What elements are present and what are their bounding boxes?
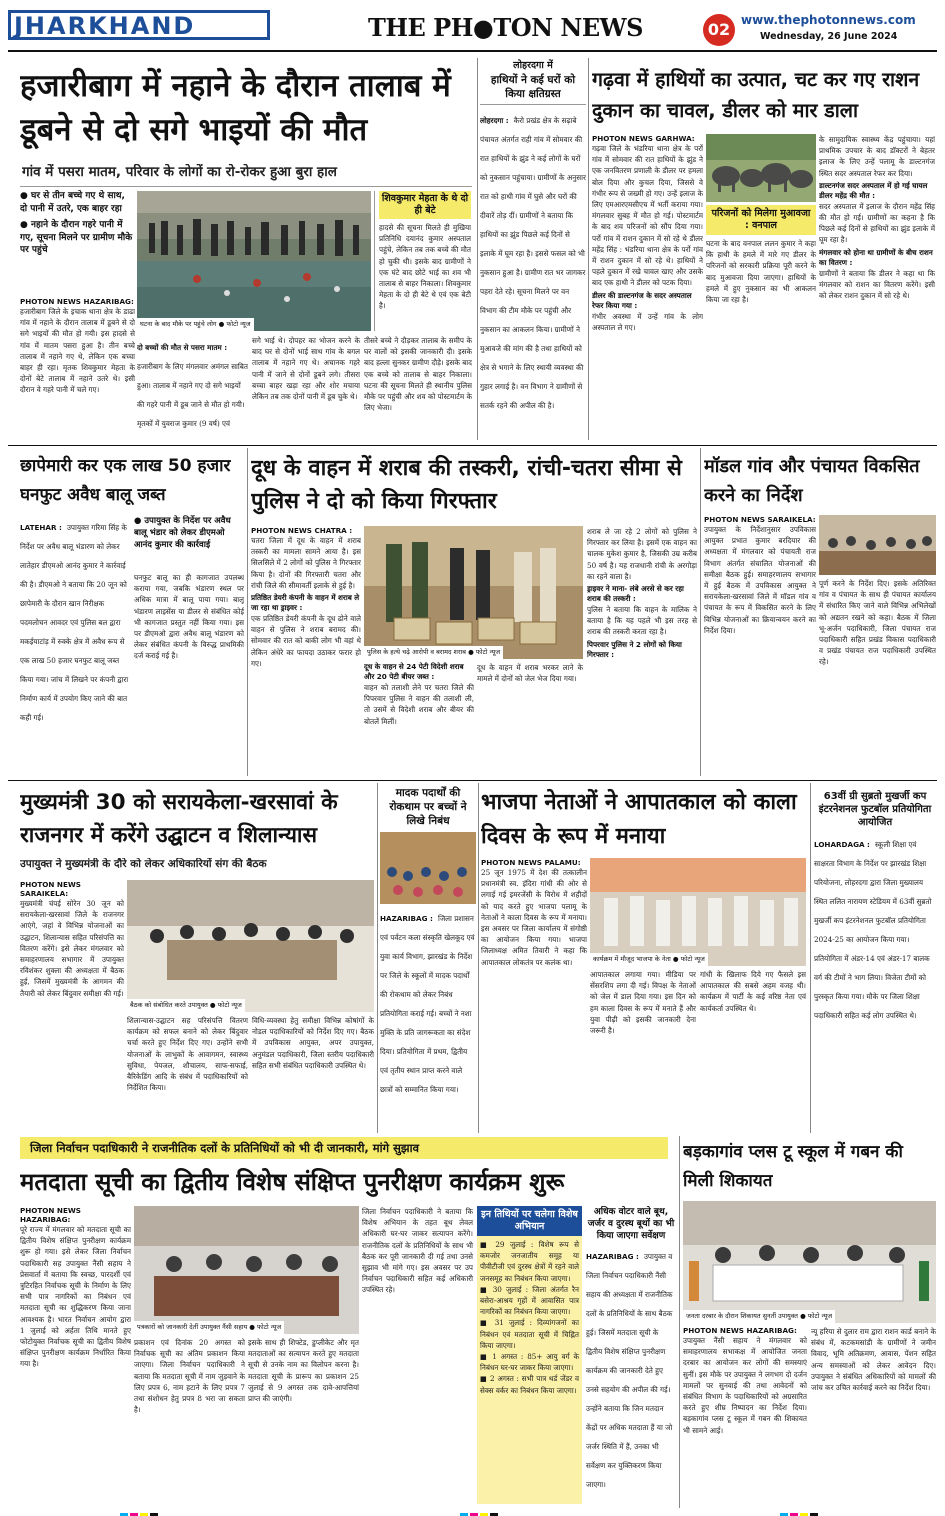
story1-bullet-2-text: नहाने के दौरान गहरे पानी में गए, सूचना मिलने पर ग्रामीण मौके पर पहुंचे bbox=[20, 220, 133, 255]
story3-col2-text: के सामुदायिक स्वास्थ्य केंद्र पहुंचाया। यहां प्राथमिक उपचार के बाद डॉक्टरों ने बेहतर इलाज के लिए उन्हें पलामू के डाल्टनगंज स्थित सदर अस्पताल रेफर कर दिया। bbox=[819, 135, 935, 178]
story1-photo bbox=[137, 191, 371, 331]
story8-text: जिला प्रशासन एवं पर्वटन कला संस्कृति खेलकूद एवं युवा कार्य विभाग, झारखंड के निर्देश पर जिले के स्कूलों में मादक पदार्थों की रोकथाम को लेकर निबंध प्रतियोगिता कराई गई। बच्चों ने नशा मुक्ति के प्रति जागरूकता का संदेश दिया। प्रतियोगिता में प्रथम, द्वितीय एवं तृतीय स्थान प्राप्त करने वाले छात्रों को सम्मानित किया गया। bbox=[380, 914, 475, 1094]
story12-col2: न्यू हरिया से दुलार राम द्वारा राशन कार्ड बनाने के संबंध में, कटकमसांडी के ग्रामीणों ने जमीन विवाद, भूमि अतिक्रमण, आवास, पेंशन सहित अन्य समस्याओं को लेकर आवेदन दिए। उपायुक्त ने संबंधित अधिकारियों को मामलों की जांच कर उचित कार्रवाई करने का निर्देश दिया। bbox=[811, 1327, 936, 1393]
website[interactable]: www.thephotonnews.com bbox=[741, 13, 916, 27]
story5-col2b: दूध के वाहन में शराब भरकर लाने के मामले में दोनों को जेल भेज दिया गया। bbox=[477, 663, 583, 684]
story1-quote-text: हादसे की सूचना मिलते ही मुखिया प्रतिनिधि दयानंद कुमार अस्पताल पहुंचे, लेकिन तब तक बच्चे की मौत हो चुकी थी। इसके बाद ग्रामीणों ने एक घंटे बाद छोटे भाई का शव भी तालाब से बाहर निकाला। शिवकुमार मेहता के दो ही बेटे थे एवं एक बेटी है। bbox=[379, 223, 471, 311]
story4-col2: घनफुट बालू का ही कागजात उपलब्ध कराया गया, जबकि भंडारण स्थल पर अधिक मात्रा में बालू पाया गया। बालू भंडारण लाइसेंस या डीलर से संबंधित कोई भी कागजात प्रस्तुत नहीं किया गया। इस पर डीएमओ द्वारा अवैध बालू भंडारण को लेकर संबंधित कंपनी के विरुद्ध प्राथमिकी दर्ज कराई गई है। bbox=[134, 573, 244, 661]
story11-photo-image bbox=[134, 1206, 359, 1334]
story11-box-item-2-text: 30 जुलाई : जिला अंतर्गत रैन बसेरा-आश्रय गृहों में आवासित पात्र नागरिकों का निबंधन किया जाएगा। bbox=[480, 1284, 582, 1317]
story8-dateline: HAZARIBAG : bbox=[380, 914, 433, 923]
story3-dateline: PHOTON NEWS GARHWA: bbox=[592, 134, 695, 143]
story12-dateline: PHOTON NEWS HAZARIBAG: bbox=[683, 1326, 797, 1335]
section-rule bbox=[8, 780, 937, 781]
story3-photo bbox=[706, 134, 816, 202]
story11-photo bbox=[134, 1206, 359, 1334]
story1-col4: तीसरे बच्चे ने दौड़कर तालाब के समीप के घर वालों को इसकी जानकारी दी। इसके बाद हल्ला सुनकर ग्रामीण दौड़े। इसके बाद एक बच्चे को तालाब से बाहर निकाला। घटना की सूचना मिलते ही स्थानीय पुलिस मौके पर पहुंची और शव को पोस्टमार्टम के लिए भेजा। bbox=[364, 336, 472, 413]
story2 bbox=[480, 58, 586, 440]
story3-text: गढ़वा जिले के भंडरिया थाना क्षेत्र के पर्रो गांव में सोमवार की रात हाथियों के झुंड ने एक जनवितरण प्रणाली के डीलर पर हमला बोल दिया और कुचल दिया, जिससे वे गंभीर रूप से जख्मी हो गए। उन्हें इलाज के लिए एमआरएमसीएच में भर्ती कराया गया। मंगलवार सुबह में मौत हो गई। पोस्टमार्टम के बाद शव परिजनों को सौंप दिया गया। पर्रो गांव में राशन दुकान में सो रहे थे डीलर महेंद्र सिंह : भंडरिया थाना क्षेत्र के पर्रो गांव में राशन दुकान में सो रहे थे। हाथियों ने पहले दुकान में रखे चावल खाए और उसके बाद एक हाथी ने डीलर को पटक दिया। bbox=[592, 144, 703, 288]
story11-col4: जिला निर्वाचन पदाधिकारी ने बताया कि विशेष अभियान के तहत बूथ लेवल अधिकारी घर-घर जाकर सत्यापन करेंगे। राजनीतिक दलों के प्रतिनिधियों के साथ भी बैठक कर पूरी जानकारी दी गई तथा उनसे सुझाव भी मांगे गए। इस अवसर पर उप निर्वाचन पदाधिकारी सहित कई अधिकारी उपस्थित रहे। bbox=[362, 1207, 473, 1295]
masthead bbox=[0, 0, 945, 52]
story1-subhead: गांव में पसरा मातम, परिवार के लोगों का रो-रोकर हुआ बुरा हाल bbox=[22, 164, 337, 180]
story9-photo-image bbox=[590, 858, 806, 966]
story9-col3: गांधी के खिलाफ दिये गए फैसले इस आपातकाल की सबसे अहम वजह थी। कार्यक्रम में पार्टी के कई वरिष्ठ नेता एवं कार्यकर्ता उपस्थित थे। bbox=[700, 970, 806, 1013]
date: Wednesday, 26 June 2024 bbox=[760, 31, 898, 42]
story9-headline: भाजपा नेताओं ने आपातकाल को काला दिवस के रूप में मनाया bbox=[481, 790, 797, 849]
story5-text2: वाहन को तलाशी लेने पर चतरा जिले की पिपरवार पुलिस ने वाहन की तलाशी ली, तो उसमें से विदेशी शराब और बीयर की बोतलें मिलीं। bbox=[364, 683, 474, 726]
story6-photo bbox=[819, 515, 936, 575]
story11-box-item-4-text: 1 अगस्त : 85+ आयु वर्ग के निबंधन घर-घर जाकर किया जाएगा। bbox=[480, 1352, 582, 1373]
masthead-rule bbox=[8, 50, 937, 52]
story5-caption: पुलिस के हत्थे चढ़े आरोपी व बरामद शराब ● फोटो न्यूज bbox=[364, 646, 503, 659]
story4-dateline: LATEHAR : bbox=[20, 523, 62, 532]
story11-side bbox=[586, 1206, 676, 1506]
story2-headline: हाथियों ने कई घरों को किया क्षतिग्रस्त bbox=[490, 74, 576, 100]
story10 bbox=[814, 790, 936, 1132]
story5-text: चतरा जिला में दूध के वाहन में शराब तस्करी का मामला सामने आया है। इस सिलसिले में 2 लोगों को पुलिस ने गिरफ्तार किया है। दोनों की गिरफ्तारी चतरा और रांची जिले की सीमावर्ती इलाके से हुई है। bbox=[251, 536, 361, 590]
story11-dateline: PHOTON NEWS HAZARIBAG: bbox=[20, 1206, 81, 1224]
divider bbox=[810, 783, 811, 1133]
story10-dateline: LOHARDAGA : bbox=[814, 840, 870, 849]
banner-strip bbox=[20, 1137, 668, 1159]
story6-headline: मॉडल गांव और पंचायत विकसित करने का निर्देश bbox=[704, 456, 920, 506]
story1-col3: सगे भाई थे। दोपहर का भोजन करने के बाद घर से दोनों भाई साथ गांव के बगल तालाब में नहाने गए थे। अचानक गहरे पानी में जाने से दोनों डूबने लगे। तीसरा बच्चा बाहर खड़ा रहा और शोर मचाया लेकिन तब तक दोनों पानी में डूब चुके थे। bbox=[252, 336, 360, 402]
story3-photo-title: परिजनों को मिलेगा मुआवजा : वनपाल bbox=[706, 205, 816, 235]
story4-bullet-text: उपायुक्त के निर्देश पर अवैध बालू भंडार को लेकर डीएमओ आनंद कुमार की कार्रवाई bbox=[134, 516, 231, 550]
story9-col1 bbox=[481, 858, 587, 1133]
story7-caption: बैठक को संबोधित करते उपायुक्त ● फोटो न्यूज bbox=[127, 999, 245, 1012]
story7-col2: शिलान्यास-उद्घाटन सह परिसंपत्ति वितरण कार्यक्रम को सफल बनाने को लेकर बिंदुवार चर्चा करते हुए निर्देश दिए गए। उन्होंने सभी योजनाओं के लाभुकों के आवागमन, स्वास्थ्य सुविधा, पेयजल, शौचालय, साफ-सफाई, बैरिकेडिंग आदि के संबंध में पदाधिकारियों को निर्देशित किया। bbox=[127, 1016, 248, 1093]
story11-caption: पत्रकारों को जानकारी देतीं उपायुक्त नैंसी सहाय ● फोटो न्यूज bbox=[134, 1321, 284, 1334]
story1-col2-head: दो बच्चों की मौत से पसरा मातम : bbox=[137, 343, 228, 352]
story11-box-item-2: ■ 30 जुलाई : जिला अंतर्गत रैन बसेरा-आश्रय गृहों में आवासित पात्र नागरिकों का निबंधन किया जाएगा। bbox=[480, 1284, 582, 1317]
story5-dateline: PHOTON NEWS CHATRA : bbox=[251, 526, 353, 535]
story5-sub3: ड्राइवर ने माना- लंबे अरसे से कर रहा शराब की तस्करी : bbox=[587, 584, 684, 604]
story5-sub4: पिपरवार पुलिस ने 2 लोगों को किया गिरफ्तार : bbox=[587, 639, 682, 659]
story8-photo bbox=[380, 832, 476, 904]
story11-col2: प्रकाशन एवं दिनांक 20 अगस्त को निर्वाचक सूची का अंतिम प्रकाशन किया जाएगा। जिला निर्वाचन पदाधिकारी ने बताया कि मतदाता सूची में नाम जुड़वाने के लिए प्रपत्र 6, नाम हटाने के लिए प्रपत्र 7 तथा संशोधन हेतु प्रपत्र 8 भरा जा सकता है। bbox=[134, 1338, 245, 1415]
story11-box-item-5-text: 2 अगस्त : सभी पात्र थर्ड जेंडर व सेक्स वर्कर का निबंधन किया जाएगा। bbox=[480, 1374, 582, 1395]
story12-photo bbox=[683, 1201, 936, 1323]
story1-bullets bbox=[20, 190, 135, 288]
story3-col3 bbox=[819, 134, 935, 440]
divider bbox=[700, 448, 701, 776]
story9-text: 25 जून 1975 में देश की तत्कालीन प्रधानमंत्री स्व. इंदिरा गांधी की ओर से लगाई गई इमरजेंसी के विरोध में शहीदों को याद करते हुए भाजपा पलामू के नेताओं ने काला दिवस के रूप में मनाया। इस अवसर पर जिला कार्यालय में संगोष्ठी का आयोजन किया गया। भाजपा जिलाध्यक्ष अमित तिवारी ने कहा कि आपातकाल लोकतंत्र पर कलंक था। bbox=[481, 868, 587, 967]
story3-text-a: सदर अस्पताल में इलाज के दौरान महेंद्र सिंह की मौत हो गई। ग्रामीणों का कहना है कि पिछले कई दिनों से हाथियों का झुंड इलाके में घूम रहा है। bbox=[819, 201, 935, 245]
registration-marks bbox=[0, 1506, 945, 1516]
story3-sub-b: मंगलवार को होना था ग्रामीणों के बीच राशन का वितरण : bbox=[819, 247, 933, 267]
story6-col2: पूर्ण करने के निर्देश दिए। इसके अतिरिक्त गांव व पंचायत के साथ ही पंचायत कार्यालय में संधारित किए जाने वाले विभिन्न अभिलेखों को अद्यतन रखने को कहा। बैठक में जिला भू-अर्जन पदाधिकारी, जिला पंचायत राज पदाधिकारी सहित प्रखंड विकास पदाधिकारी व प्रखंड पंचायत राज पदाधिकारी उपस्थित रहे। bbox=[819, 579, 936, 667]
divider bbox=[588, 58, 589, 440]
story11-box bbox=[477, 1206, 582, 1504]
story1-photo-image bbox=[137, 191, 371, 331]
story9-caption: कार्यक्रम में मौजूद भाजपा के नेता ● फोटो न्यूज bbox=[590, 953, 708, 966]
story5-col3-text: शराब ले जा रहे 2 लोगों को पुलिस ने गिरफ्तार कर लिया है। इसमें एक वाहन का चालक मुकेश कुमार है, जिसकी उम्र करीब 50 वर्ष है। यह राजधानी रांची के अरगोड़ा का रहने वाला है। bbox=[587, 527, 697, 581]
story12-col1 bbox=[683, 1326, 807, 1506]
story7-col3: विधि-व्यवस्था हेतु समीक्षा विभिन्न कोषांगों के नोडल पदाधिकारियों को निर्देश दिए गए। बैठक में उपविकास आयुक्त, अपर उपायुक्त, अनुमंडल पदाधिकारी, जिला स्तरीय पदाधिकारी सहित सभी संबंधित पदाधिकारी उपस्थित थे। bbox=[252, 1016, 374, 1070]
story4-headline: छापेमारी कर एक लाख 50 हजार घनफुट अवैध बालू जब्त bbox=[20, 456, 231, 505]
story3-photo-text: घटना के बाद वनपाल ललन कुमार ने कहा कि हाथी के हमले में मारे गए डीलर के परिजनों को सरकारी प्रक्रिया पूरी करने के बाद मुआवजा दिया जाएगा। हाथियों के हमले में हुए नुकसान का भी आकलन किया जा रहा है। bbox=[706, 239, 816, 305]
story11-box-item-1-text: 29 जुलाई : विशेष रूप से कमजोर जनजातीय समूह या पीवीटीजी एवं दुरस्थ क्षेत्रों में रहने वाले जनसमूह का निबंधन किया जाएगा। bbox=[480, 1240, 582, 1283]
story11-side-title: अधिक वोटर वाले बूथ, जर्जर व दुरस्थ बूथों का भी किया जाएगा सर्वेक्षण bbox=[587, 1207, 675, 1241]
registration-marks-graphic bbox=[0, 1511, 945, 1516]
story7-dateline: PHOTON NEWS SARAIKELA: bbox=[20, 880, 81, 898]
story3-photo-box bbox=[706, 205, 816, 440]
story1-bullet-2: ● नहाने के दौरान गहरे पानी में गए, सूचना मिलने पर ग्रामीण मौके पर पहुंचे bbox=[20, 220, 133, 255]
section-rule bbox=[8, 445, 937, 446]
story9-col2: आपातकाल लगाया गया। मीडिया पर सेंसरशिप लगा दी गई। विपक्ष के नेताओं को जेल में डाल दिया गया। इस दिन को हम काला दिवस के रूप में मनाते हैं और युवा पीढ़ी को इसकी जानकारी देना जरूरी है। bbox=[590, 970, 696, 1036]
divider bbox=[477, 58, 478, 440]
story10-text: स्कूली शिक्षा एवं साक्षरता विभाग के निर्देश पर झारखंड शिक्षा परियोजना, लोहरदगा द्वारा जिला मुख्यालय स्थित ललित नारायण स्टेडियम में 63वीं सुब्रतो मुखर्जी कप इंटरनेशनल फुटबॉल प्रतियोगिता 2024-25 का आयोजन किया गया। प्रतियोगिता में अंडर-14 एवं अंडर-17 बालक वर्ग की टीमों ने भाग लिया। विजेता टीमों को पुरस्कृत किया गया। मौके पर जिला शिक्षा पदाधिकारी सहित कई लोग उपस्थित थे। bbox=[814, 840, 934, 1020]
story1-dateline: PHOTON NEWS HAZARIBAG: bbox=[20, 297, 134, 306]
story8 bbox=[380, 786, 476, 1131]
story9-photo bbox=[590, 858, 806, 966]
story10-headline: 63वीं ग्री सुब्रतो मुखर्जी कप इंटरनेशनल फुटबॉल प्रतियोगिता आयोजित bbox=[818, 791, 932, 828]
story11-col1 bbox=[20, 1206, 131, 1506]
story1-col2-text: हजारीबाग के लिए मंगलवार अमंगल साबित हुआ। तालाब में नहाने गए दो सगे भाइयों की गहरे पानी में डूब जाने से मौत हो गयी। मृतकों में युवराज कुमार (9 वर्ष) एवं bbox=[137, 362, 248, 428]
story8-headline: मादक पदार्थों की रोकथाम पर बच्चों ने लिखे निबंध bbox=[389, 787, 467, 827]
story6-text: उपायुक्त के निर्देशानुसार उपविकास आयुक्त प्रभात कुमार बरदियार की अध्यक्षता में मंगलवार को पंचायती राज विभाग अंतर्गत संचालित योजनाओं की समीक्षा बैठक हुई। समाहरणालय सभागार में हुई बैठक में उपविकास आयुक्त ने सरायकेला-खरसावां जिले में मॉडल गांव व पंचायत के रूप में विकसित करने के लिए विभिन्न योजनाओं का क्रियान्वयन करने का निर्देश दिया। bbox=[704, 525, 816, 635]
story5-photo bbox=[364, 526, 583, 659]
story5-sub1: प्रतिष्ठित डेयरी कंपनी के वाहन में शराब ले जा रहा था ड्राइवर : bbox=[251, 593, 360, 613]
story6-dateline: PHOTON NEWS SARAIKELA: bbox=[704, 515, 816, 524]
divider bbox=[377, 783, 378, 1133]
story11-box-title: इन तिथियों पर चलेगा विशेष अभियान bbox=[477, 1206, 582, 1236]
story4-col1 bbox=[20, 515, 130, 775]
story11-box-item-3-text: 31 जुलाई : दिव्यांगजनों का निबंधन एवं मतदाता सूची में चिह्नित किया जाएगा। bbox=[480, 1318, 582, 1350]
story2-rule bbox=[480, 104, 586, 105]
story11-text: पूरे राज्य में मंगलवार को मतदाता सूची का द्वितीय विशेष संक्षिप्त पुनरीक्षण कार्यक्रम शुरू हो गया। इसे लेकर जिला निर्वाचन पदाधिकारी सह उपायुक्त नैंसी सहाय ने प्रेसवार्ता में बताया कि स्वच्छ, पारदर्शी एवं त्रुटिरहित निर्वाचक सूची के निर्माण के लिए सभी पात्र नागरिकों का निबंधन एवं मतदाता सूची का शुद्धिकरण किया जाना आवश्यक है। भारत निर्वाचन आयोग द्वारा 1 जुलाई को अर्हता तिथि मानते हुए फोटोयुक्त निर्वाचक सूची का द्वितीय विशेष संक्षिप्त पुनरीक्षण कार्यक्रम निर्धारित किया गया है। bbox=[20, 1225, 131, 1369]
story2-text: कैरो प्रखंड क्षेत्र के सढ़ाबे पंचायत अंतर्गत राही गांव में सोमवार की रात हाथियों के झुंड ने कई लोगों के घरों को नुकसान पहुंचाया। ग्रामीणों के अनुसार रात को हाथी गांव में घुसे और घरों की दीवारें तोड़ दीं। ग्रामीणों ने बताया कि हाथियों का झुंड पिछले कई दिनों से इलाके में घूम रहा है। इससे फसल को भी नुकसान हुआ है। ग्रामीण रात भर जागकर पहरा देते रहे। सूचना मिलने पर वन विभाग की टीम मौके पर पहुंची और नुकसान का आकलन किया। ग्रामीणों ने मुआवजे की मांग की है तथा हाथियों को क्षेत्र से भगाने के लिए स्थायी व्यवस्था की गुहार लगाई है। वन विभाग ने ग्रामीणों से सतर्क रहने की अपील की है। bbox=[480, 116, 586, 410]
story3-subhead2: डीलर की डाल्टनगंज के सदर अस्पताल रेफर किया गया : bbox=[592, 290, 692, 310]
story5-sub2: दूध के वाहन से 24 पेटी विदेशी शराब और 20 पेटी बीयर जब्त : bbox=[364, 662, 464, 681]
story1-bullet-1-text: घर से तीन बच्चे गए थे साथ, दो पानी में उतरे, एक बाहर रहा bbox=[20, 191, 125, 214]
story4-bullet: ● उपायुक्त के निर्देश पर अवैध बालू भंडार को लेकर डीएमओ आनंद कुमार की कार्रवाई bbox=[134, 516, 231, 550]
story1-col1 bbox=[20, 297, 135, 433]
story1-rule bbox=[20, 186, 472, 187]
story3-text-b: ग्रामीणों ने बताया कि डीलर ने कहा था कि मंगलवार को राशन का वितरण करेंगे। इसी को लेकर राशन दुकान में सो रहे थे। bbox=[819, 268, 935, 301]
story2-kicker: लोहरदगा में bbox=[513, 60, 553, 71]
story7-col1 bbox=[20, 880, 124, 1130]
story11-box-item-1: ■ 29 जुलाई : विशेष रूप से कमजोर जनजातीय समूह या पीवीटीजी एवं दुरस्थ क्षेत्रों में रहने वाले जनसमूह का निबंधन किया जाएगा। bbox=[480, 1240, 582, 1283]
story6-photo-image bbox=[819, 515, 936, 575]
story7-photo-image bbox=[127, 880, 374, 1012]
story5-text1: एक प्रतिष्ठित डेयरी कंपनी के दूध ढोने वाले वाहन से पुलिस ने शराब बरामद की। सोमवार की रात को बाकी लोग भी वहां थे लेकिन अंधेरे का फायदा उठाकर फरार हो गए। bbox=[251, 614, 361, 668]
story1-quote-box bbox=[374, 191, 471, 331]
page-number-badge: 02 bbox=[703, 14, 735, 46]
story5-text3: पुलिस ने बताया कि वाहन के मालिक ने बताया है कि यह पहले भी इस तरह से शराब की तस्करी करता रहा है। bbox=[587, 605, 697, 637]
story8-photo-image bbox=[380, 832, 476, 904]
story12-photo-image bbox=[683, 1201, 936, 1323]
divider bbox=[247, 448, 248, 776]
story11-side-dateline: HAZARIBAG : bbox=[586, 1252, 639, 1261]
story2-dateline: लोहरदगा : bbox=[480, 116, 509, 125]
story5-col1 bbox=[251, 526, 361, 776]
divider bbox=[478, 783, 479, 1133]
story5-photo-image bbox=[364, 526, 583, 659]
story3-text2: गंभीर अवस्था में उन्हें गांव के लोग अस्पताल ले गए। bbox=[592, 311, 703, 332]
story4-text: उपायुक्त गरिमा सिंह के निर्देश पर अवैध बालू भंडारण को लेकर लातेहार डीएमओ आनंद कुमार ने कार्रवाई की है। डीएमओ ने बताया कि 20 जून को छापेमारी के दौरान खान निरीक्षक पदमलोचन आवदर एवं पुलिस बल द्वारा मकईयाटांड़ में रुक्के क्षेत्र में अवैध रूप से एक लाख 50 हजार घनफुट बालू जब्त किया गया। जांच में लिखने पर कंपनी द्वारा निर्माण कार्य में उपयोग किए जाने की बात कही गई। bbox=[20, 523, 129, 722]
story12-caption: जनता दरबार के दौरान शिकायत सुनतीं उपायुक्त ● फोटो न्यूज bbox=[683, 1310, 835, 1323]
banner-text: जिला निर्वाचन पदाधिकारी ने राजनीतिक दलों के प्रतिनिधियों को भी दी जानकारी, मांगे सुझाव bbox=[30, 1141, 419, 1155]
story12-text: उपायुक्त नैंसी सहाय ने मंगलवार को समाहरणालय सभाकक्ष में आयोजित जनता दरबार का आयोजन कर लोगों की समस्याएं सुनीं। इस मौके पर उपायुक्त ने लगभग दो दर्जन मामलों पर सुनवाई की तथा आवेदनों को संबंधित विभाग के पदाधिकारियों को अग्रसारित करते हुए शीघ्र निष्पादन का निर्देश दिया। बड़कागांव प्लस टू स्कूल में गबन की शिकायत भी सामने आई। bbox=[683, 1336, 807, 1435]
story1-col2 bbox=[137, 335, 248, 433]
story11-box-item-3: ■ 31 जुलाई : दिव्यांगजनों का निबंधन एवं मतदाता सूची में चिह्नित किया जाएगा। bbox=[480, 1318, 582, 1350]
story1-quote-title: शिवकुमार मेहता के थे दो ही बेटे bbox=[379, 191, 471, 219]
divider bbox=[679, 1136, 680, 1508]
story1-bullet-1: ● घर से तीन बच्चे गए थे साथ, दो पानी में उतरे, एक बाहर रहा bbox=[20, 191, 125, 214]
story11-box-item-4: ■ 1 अगस्त : 85+ आयु वर्ग के निबंधन घर-घर जाकर किया जाएगा। bbox=[480, 1352, 582, 1373]
story1-text: हजारीबाग जिले के इचाक थाना क्षेत्र के डाढा गांव में नहाने के दौरान तालाब में डूबने से दो सगे भाइयों की मौत हो गयी। इस हादसे से गांव में मातम पसरा हुआ है। तीन बच्चे तालाब में नहाने गए थे, लेकिन एक बच्चा बाहर ही रहा। मृतक शिवकुमार मेहता के दोनों बेटे तालाब में नहाने उतरे थे। इसी दौरान वे गहरे पानी में चले गए। bbox=[20, 307, 135, 395]
story5-headline: दूध के वाहन में शराब की तस्करी, रांची-चतरा सीमा से पुलिस ने दो को किया गिरफ्तार bbox=[251, 456, 682, 514]
story7-photo bbox=[127, 880, 374, 1012]
story11-headline: मतदाता सूची का द्वितीय विशेष संक्षिप्त पुनरीक्षण कार्यक्रम शुरू bbox=[20, 1168, 565, 1196]
story1-caption: घटना के बाद मौके पर पहुंचे लोग ● फोटो न्यूज bbox=[137, 318, 254, 331]
story7-text: मुख्यमंत्री चंपई सोरेन 30 जून को सरायकेला-खरसावां जिले के राजनगर आएंगे, जहां वे विभिन्न योजनाओं का उद्घाटन, शिलान्यास सहित परिसंपत्ति का वितरण करेंगे। इसे लेकर मंगलवार को समाहरणालय सभागार में उपायुक्त रविशंकर शुक्ला की अध्यक्षता में बैठक हुई, जिसमें मुख्यमंत्री के आगमन की तैयारी को लेकर बिंदुवार समीक्षा की गई। bbox=[20, 899, 124, 998]
story7-headline: मुख्यमंत्री 30 को सरायकेला-खरसावां के राजनगर में करेंगे उद्घाटन व शिलान्यास bbox=[20, 790, 338, 848]
section-title: JHARKHAND bbox=[14, 12, 196, 40]
story5-col3 bbox=[587, 526, 697, 776]
story3-sub-a: डाल्टनगंज सदर अस्पताल में हो गई घायल डीलर महेंद्र की मौत : bbox=[819, 180, 928, 200]
story5-col2 bbox=[364, 662, 474, 776]
story3-col1 bbox=[592, 134, 703, 440]
paper-name: THE PH●TON NEWS bbox=[368, 13, 643, 42]
story12-headline: बड़कागांव प्लस टू स्कूल में गबन की मिली शिकायत bbox=[683, 1142, 903, 1191]
story11-box-item-5: ■ 2 अगस्त : सभी पात्र थर्ड जेंडर व सेक्स वर्कर का निबंधन किया जाएगा। bbox=[480, 1374, 582, 1395]
story3-headline: गढ़वा में हाथियों का उत्पात, चट कर गए राशन दुकान का चावल, डीलर को मार डाला bbox=[592, 68, 920, 122]
story1-headline: हजारीबाग में नहाने के दौरान तालाब में डूबने से दो सगे भाइयों की मौत bbox=[20, 68, 451, 148]
story11-side-text: उपायुक्त व जिला निर्वाचन पदाधिकारी नैंसी सहाय की अध्यक्षता में राजनीतिक दलों के प्रतिनिधियों के साथ बैठक हुई। जिसमें मतदाता सूची के द्वितीय विशेष संक्षिप्त पुनरीक्षण कार्यक्रम की जानकारी देते हुए उनसे सहयोग की अपील की गई। उन्होंने बताया कि जिन मतदान केंद्रों पर अधिक मतदाता हैं या जो जर्जर स्थिति में हैं, उनका भी सर्वेक्षण कर युक्तिकरण किया जाएगा। bbox=[586, 1252, 675, 1489]
story7-subhead: उपायुक्त ने मुख्यमंत्री के दौरे को लेकर अधिकारियों संग की बैठक bbox=[20, 858, 267, 870]
story9-dateline: PHOTON NEWS PALAMU: bbox=[481, 858, 581, 867]
story6-col1 bbox=[704, 515, 816, 777]
story11-col3: इसके साथ ही शिफ्टेड, डुप्लीकेट और मृत मतदाताओं का सत्यापन करते हुए मतदाता सूची से उनके नाम का विलोपन करना है। मतदाता सूची के प्रारूप का प्रकाशन 25 जुलाई से 9 अगस्त तक दावे-आपत्तियां प्राप्त की जाएंगी। bbox=[248, 1338, 359, 1404]
story3-photo-image bbox=[706, 134, 816, 202]
